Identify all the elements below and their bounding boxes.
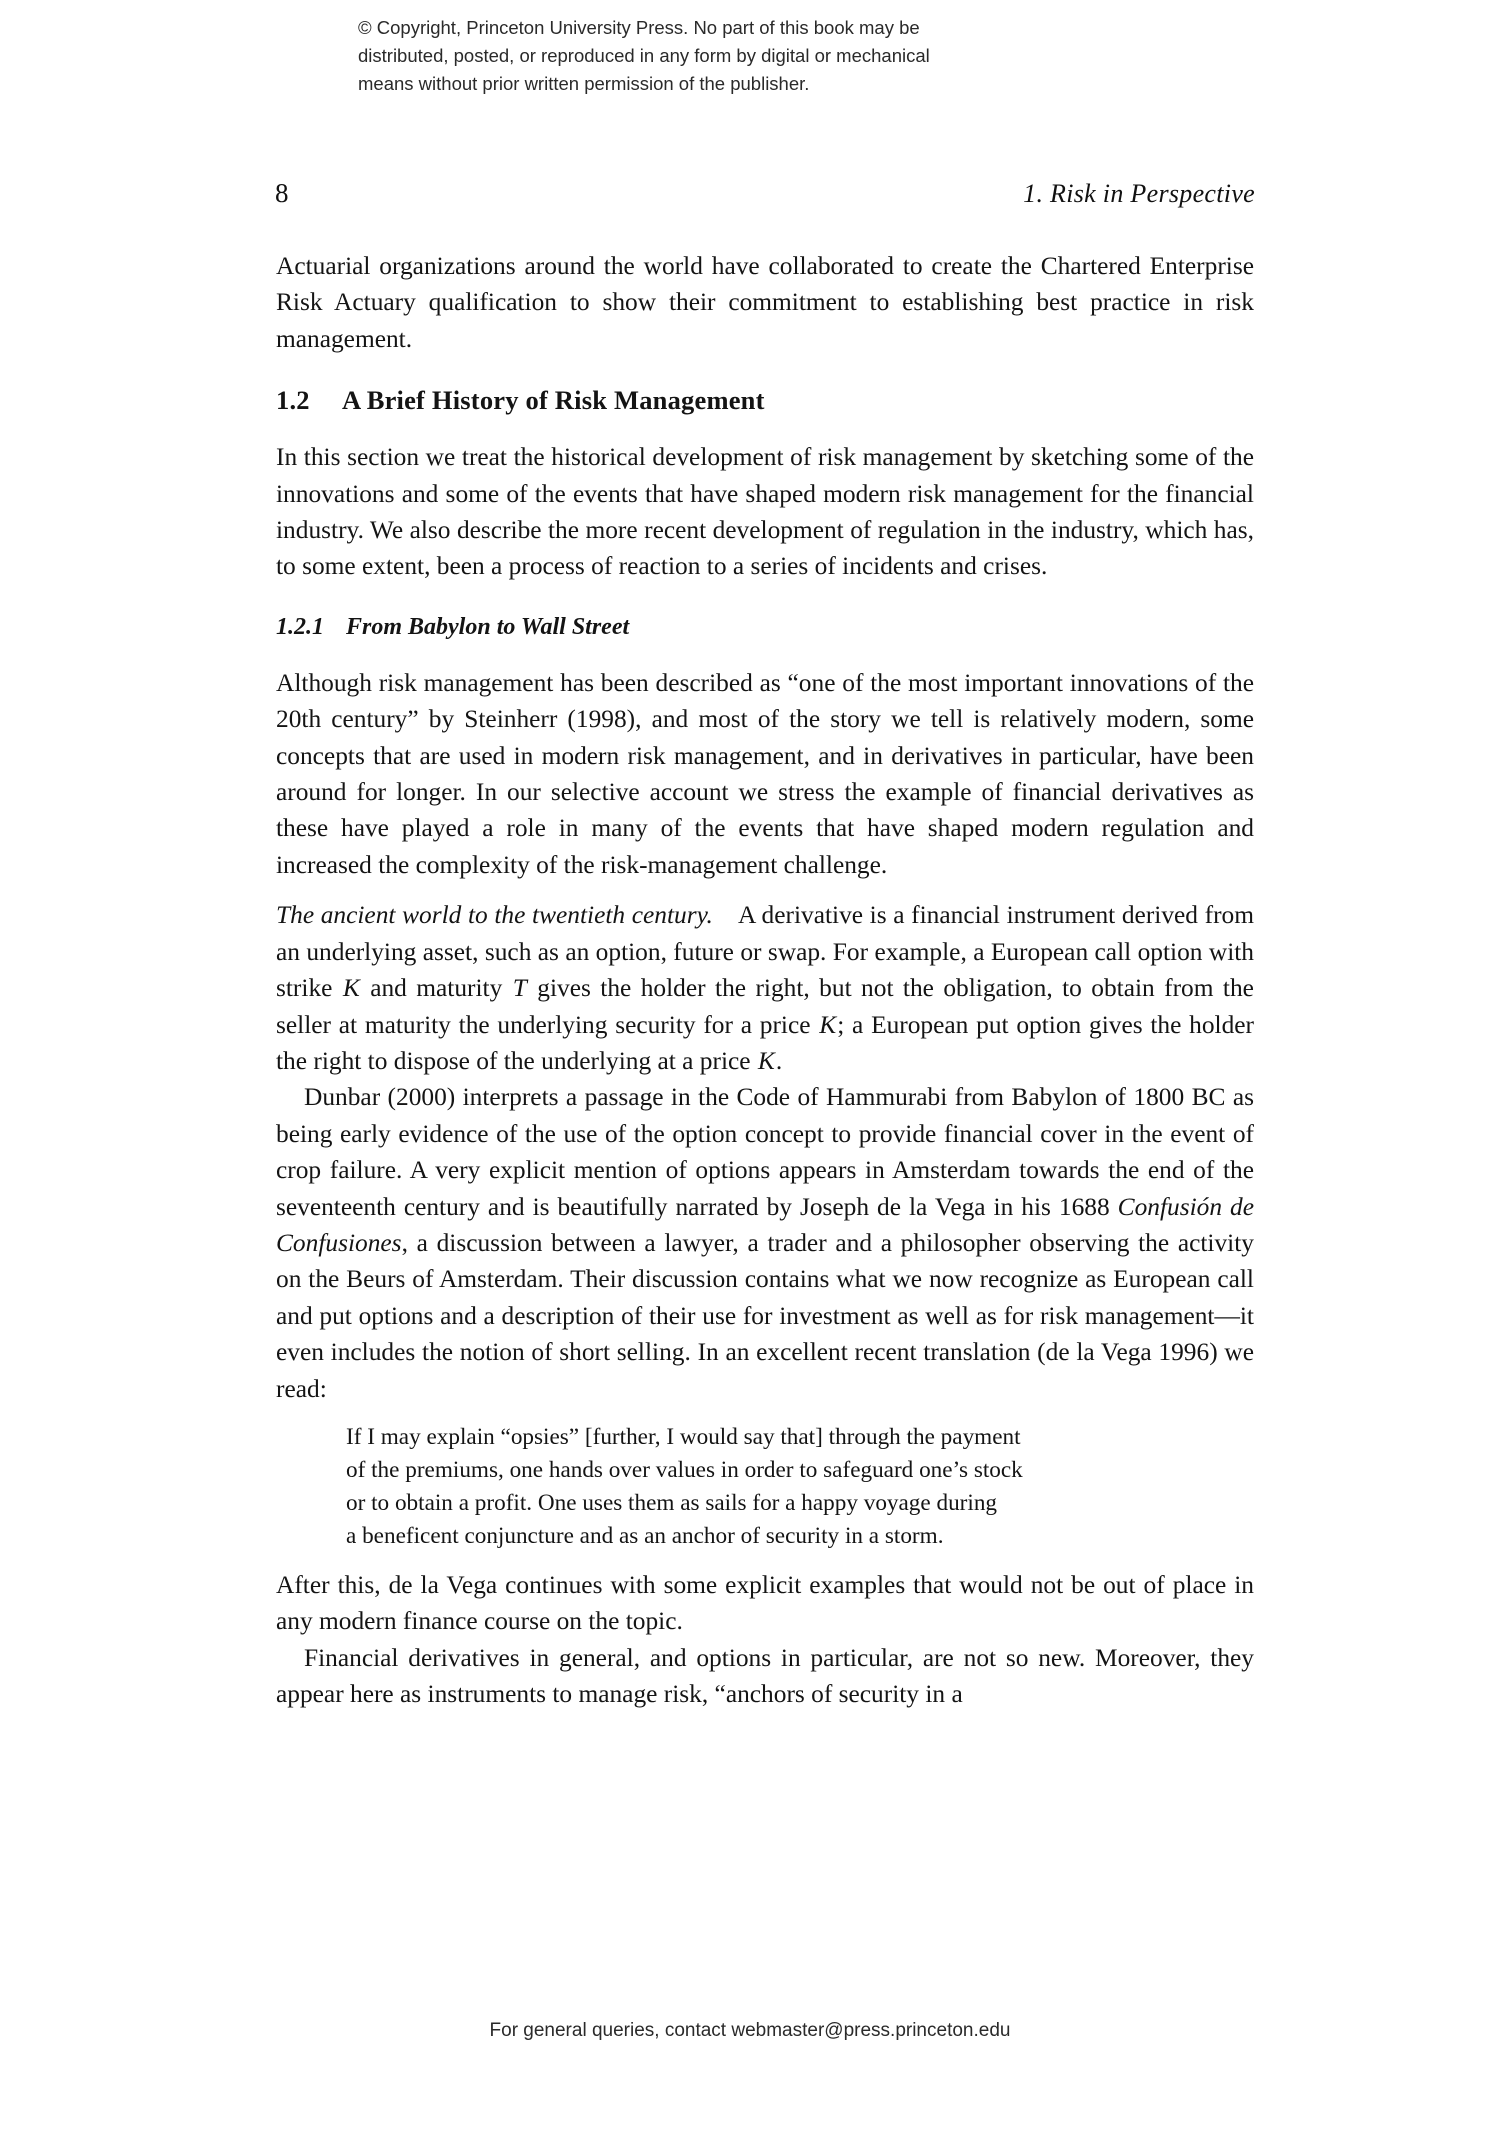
paragraph-although: Although risk management has been described as “one of the most important innovations of the 20th century” by Steinherr (1998), and most of the story we tell is relatively modern, some concepts that are used in modern risk management, and in derivatives in particular, have been around for longer. In our selective account we stress the example of financial derivatives as these have played a role in many of the events that have shaped modern regulation and increased the complexity of the risk-management challenge. <box>276 668 1254 879</box>
math-symbol-T: T <box>512 974 527 1003</box>
math-symbol-K: K <box>342 974 360 1003</box>
subsection-title: From Babylon to Wall Street <box>346 613 630 640</box>
copyright-line-1: © Copyright, Princeton University Press. No part of this book may be <box>358 17 920 38</box>
ancient-text-2: and maturity <box>370 974 503 1003</box>
ancient-text-5: . <box>775 1046 783 1075</box>
paragraph-actuarial: Actuarial organizations around the world have collaborated to create the Chartered Enterprise Risk Actuary qualification to show their commitment to establishing best practice in risk management. <box>276 252 1254 353</box>
quote-line: a beneficent conjuncture and as an anchor of security in a storm. <box>346 1522 944 1549</box>
dunbar-text-1: Dunbar (2000) interprets a passage in the Code of Hammurabi from Babylon of 1800 BC as being early evidence of the use of the option concept to provide financial cover in the event of crop failure. A very explicit mention of options appears in Amsterdam towards the end of the seventeenth century and is beautifully narrated by Joseph de la Vega in his 1688 <box>276 1083 1254 1221</box>
spacer <box>276 585 1254 611</box>
spacer <box>276 883 1254 897</box>
section-number: 1.2 <box>276 385 310 416</box>
page-footer <box>0 2020 1500 2042</box>
spacer <box>276 1553 1254 1567</box>
spacer <box>276 357 1254 383</box>
copyright-line-3: means without prior written permission of the publisher. <box>358 73 810 94</box>
footer-text: For general queries, contact webmaster@press.princeton.edu <box>489 2020 1011 2041</box>
block-quote-de-la-vega <box>276 1421 1254 1553</box>
spacer <box>276 417 1254 439</box>
paragraph-financial-derivatives: Financial derivatives in general, and options in particular, are not so new. Moreover, they appear here as instruments to manage risk, “anchors of security in a <box>276 1643 1254 1709</box>
running-head <box>275 178 1255 209</box>
quote-line: of the premiums, one hands over values in order to safeguard one’s stock <box>346 1456 1023 1483</box>
subsection-heading-1-2-1 <box>276 611 1254 643</box>
paragraph-dunbar <box>276 1079 1254 1407</box>
section-title: A Brief History of Risk Management <box>342 385 765 416</box>
paragraph-in-this-section: In this section we treat the historical development of risk management by sketching some of the innovations and some of the events that have shaped modern risk management for the financial industry. We also describe the more recent development of regulation in the industry, which has, to some extent, been a process of reaction to a series of incidents and crises. <box>276 443 1254 581</box>
math-symbol-K-2: K <box>819 1010 837 1039</box>
subsection-number: 1.2.1 <box>276 613 324 640</box>
section-heading-1-2 <box>276 383 1254 417</box>
dunbar-text-2: , a discussion between a lawyer, a trader and a philosopher observing the activity on the Beurs of Amsterdam. Their discussion contains what we now recognize as European call and put options and a description of their use for investment as well as for risk management—it even includes the notion of short selling. In an excellent recent translation (de la Vega 1996) we read: <box>276 1228 1254 1403</box>
paragraph-after-this: After this, de la Vega continues with some explicit examples that would not be out of place in any modern finance course on the topic. <box>276 1570 1254 1636</box>
ancient-text-3: gives the holder the right, but not the obligation, to obtain from the seller at maturity the underlying security for a price <box>276 974 1254 1039</box>
paragraph-lead-in: The ancient world to the twentieth century. <box>276 901 713 930</box>
chapter-title: 1. Risk in Perspective <box>1023 179 1255 208</box>
copyright-line-2: distributed, posted, or reproduced in any form by digital or mechanical <box>358 45 930 66</box>
book-title-confusion: Confusión de Confusiones <box>276 1192 1254 1257</box>
spacer <box>276 643 1254 665</box>
quote-line: or to obtain a profit. One uses them as sails for a happy voyage during <box>346 1489 998 1516</box>
math-symbol-K-3: K <box>757 1046 775 1075</box>
spacer <box>276 1407 1254 1421</box>
copyright-notice <box>358 14 1118 98</box>
ancient-text-1: A derivative is a financial instrument derived from an underlying asset, such as an option, future or swap. For example, a European call option with strike <box>276 901 1254 1003</box>
page-number: 8 <box>275 178 289 208</box>
quote-line: If I may explain “opsies” [further, I would say that] through the payment <box>346 1423 1021 1450</box>
paragraph-ancient-world <box>276 897 1254 1079</box>
page-body <box>276 248 1254 1713</box>
ancient-text-4: ; a European put option gives the holder the right to dispose of the underlying at a price <box>276 1010 1255 1075</box>
